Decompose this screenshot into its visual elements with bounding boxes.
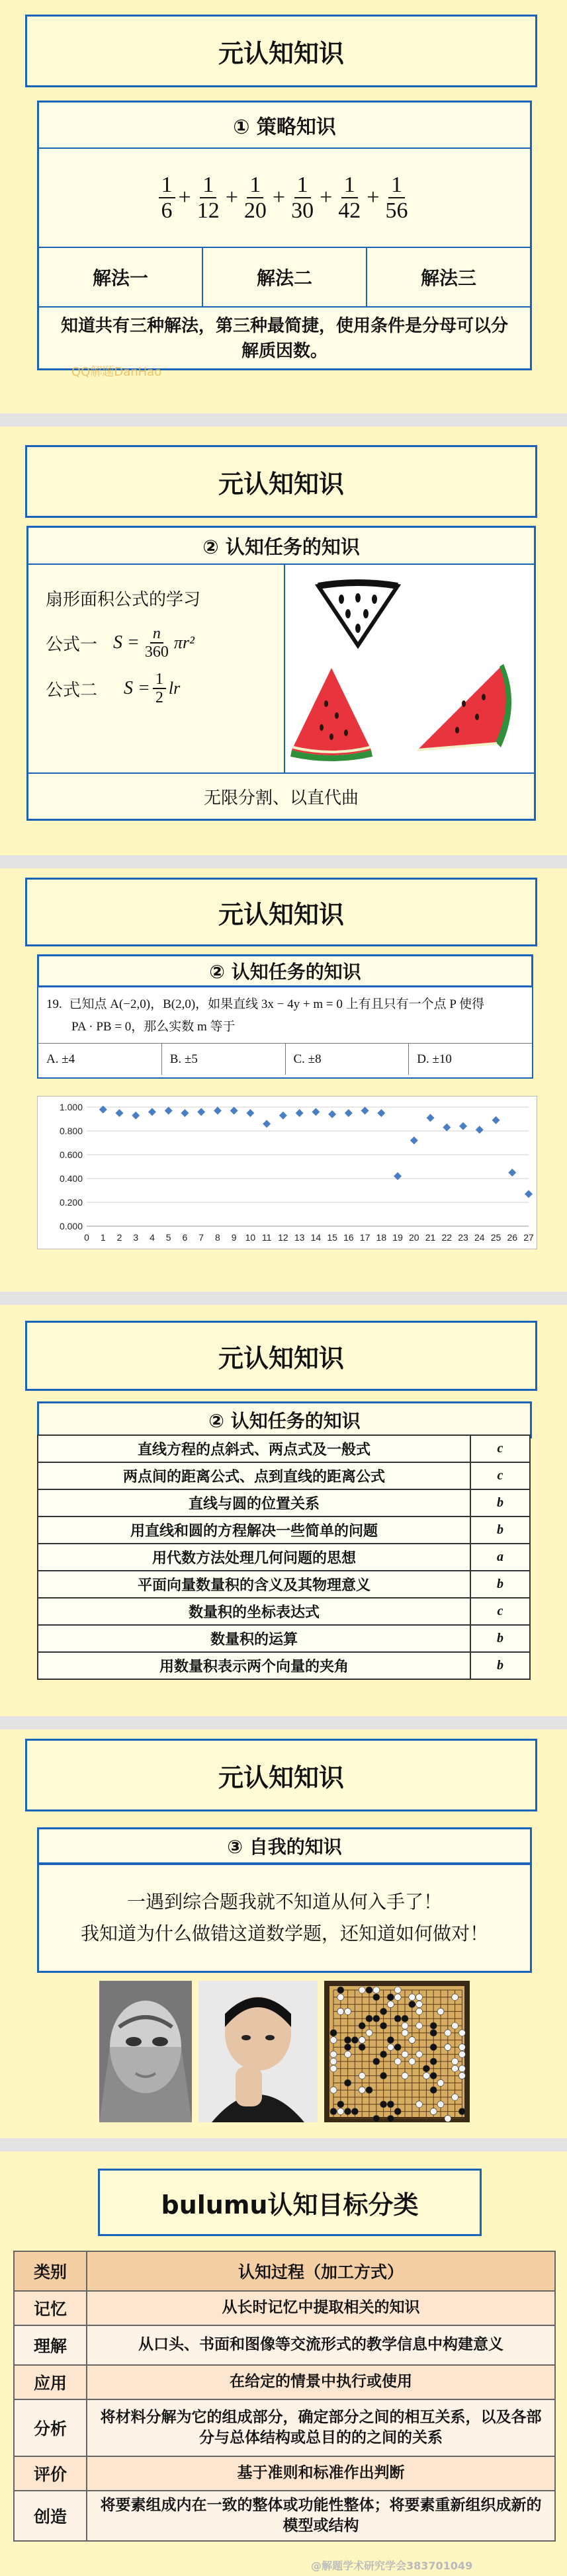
bloom-category: 记忆 — [14, 2291, 87, 2325]
denominator: 42 — [338, 198, 361, 223]
bloom-row — [14, 2365, 555, 2399]
learning-topic: 扇形面积公式的学习 — [46, 590, 201, 610]
fraction-term — [241, 173, 269, 224]
x-tick-label: 11 — [261, 1232, 272, 1243]
formula-2: 公式二 S = $\frac{1}{2}$ lr — [46, 670, 181, 707]
x-tick-label: 15 — [327, 1232, 337, 1243]
denominator: 56 — [385, 198, 408, 223]
knowledge-row — [38, 1598, 530, 1625]
watermelon-slice-icon — [285, 664, 378, 763]
difficulty-chart — [37, 1096, 537, 1249]
player-portrait-photo — [198, 1981, 318, 2122]
knowledge-level: c — [470, 1435, 530, 1462]
watermelon-wedge-icon — [404, 657, 523, 757]
knowledge-row — [38, 1462, 530, 1489]
x-tick-label: 20 — [409, 1232, 419, 1243]
slide-title: bulumu认知目标分类 — [98, 2169, 482, 2236]
bloom-row — [14, 2325, 555, 2365]
data-point — [508, 1169, 516, 1177]
data-point — [328, 1110, 336, 1118]
data-point — [165, 1106, 173, 1114]
plus-sign: + — [367, 185, 380, 210]
x-tick-label: 5 — [165, 1232, 171, 1243]
x-tick-label: 27 — [523, 1232, 534, 1243]
data-point — [427, 1114, 435, 1122]
knowledge-point: 直线与圆的位置关系 — [38, 1489, 470, 1517]
data-point — [312, 1108, 320, 1116]
knowledge-row — [38, 1435, 530, 1462]
y-tick-label: 0.400 — [59, 1173, 83, 1184]
go-board-photo — [324, 1981, 470, 2122]
knowledge-table — [37, 1434, 531, 1680]
numerator: 1 — [294, 173, 311, 198]
data-point — [246, 1109, 254, 1117]
x-tick-label: 25 — [490, 1232, 502, 1243]
denominator: 6 — [161, 198, 173, 223]
slide-title: 元认知知识 — [25, 878, 537, 946]
x-tick-label: 6 — [182, 1232, 188, 1243]
bloom-row — [14, 2291, 555, 2325]
option-b: B. ±5 — [162, 1044, 286, 1075]
x-tick-label: 26 — [507, 1232, 518, 1243]
x-tick-label: 14 — [310, 1232, 322, 1243]
numerator: 1 — [247, 173, 263, 198]
x-tick-label: 0 — [84, 1232, 89, 1243]
knowledge-point: 平面向量数量积的含义及其物理意义 — [38, 1571, 470, 1598]
denominator: 30 — [291, 198, 314, 223]
fraction-term — [288, 173, 316, 224]
data-point — [214, 1106, 222, 1114]
slide-title: 元认知知识 — [25, 445, 537, 518]
denominator: 12 — [196, 198, 220, 223]
statement-1: 一遇到综合题我就不知道从何入手了！ — [126, 1891, 442, 1913]
panel-subtitle: ② 认知任务的知识 — [37, 1401, 532, 1438]
knowledge-point: 用代数方法处理几何问题的思想 — [38, 1544, 470, 1571]
x-tick-label: 17 — [359, 1232, 371, 1243]
numerator: 1 — [200, 173, 216, 198]
exam-question — [37, 987, 533, 1079]
data-point — [230, 1106, 238, 1114]
x-tick-label: 24 — [474, 1232, 485, 1243]
data-point — [377, 1109, 385, 1117]
bloom-description: 基于准则和标准作出判断 — [87, 2456, 555, 2491]
plus-sign: + — [272, 185, 286, 210]
bloom-row — [14, 2456, 555, 2491]
data-point — [476, 1126, 484, 1134]
fraction-term — [159, 173, 175, 224]
knowledge-level: b — [470, 1489, 530, 1517]
panel-subtitle: ② 认知任务的知识 — [28, 528, 534, 565]
bloom-header-cell: 类别 — [14, 2251, 87, 2291]
methods-row — [39, 247, 530, 308]
data-point — [361, 1106, 369, 1114]
data-point — [279, 1112, 287, 1120]
knowledge-row — [38, 1625, 530, 1652]
formula-1-denominator: 360 — [144, 644, 169, 661]
slide-sector-formula — [0, 427, 567, 855]
knowledge-level: b — [470, 1652, 530, 1679]
knowledge-level: b — [470, 1571, 530, 1598]
y-tick-label: 0.600 — [59, 1149, 83, 1160]
knowledge-point: 直线方程的点斜式、两点式及一般式 — [38, 1435, 470, 1462]
data-point — [99, 1106, 107, 1114]
task-panel — [26, 526, 536, 821]
x-tick-label: 10 — [245, 1232, 256, 1243]
denominator: 20 — [243, 198, 267, 223]
bloom-category: 创造 — [14, 2491, 87, 2541]
bloom-row — [14, 2399, 555, 2456]
x-tick-label: 13 — [294, 1232, 305, 1243]
formula-2-denominator: 2 — [155, 689, 163, 707]
formula-area — [28, 565, 285, 772]
watermelon-images — [285, 565, 534, 772]
question-number: 19. — [46, 997, 62, 1011]
bloom-description: 将材料分解为它的组成部分，确定部分之间的相互关系，以及各部分与总体结构或总目的的之间的关系 — [87, 2399, 555, 2456]
panel-subtitle: ② 认知任务的知识 — [37, 954, 533, 987]
strategy-panel — [37, 101, 532, 370]
option-c: C. ±8 — [286, 1044, 410, 1075]
data-point — [443, 1124, 451, 1132]
method-summary: 无限分割、以直代曲 — [203, 788, 359, 808]
bloom-table — [13, 2251, 556, 2542]
method-3: 解法三 — [420, 267, 476, 289]
watermark: QQ解题DanHao — [71, 365, 162, 379]
bloom-description: 从口头、书面和图像等交流形式的教学信息中构建意义 — [87, 2325, 555, 2365]
formula-2-label: 公式二 — [46, 680, 98, 700]
y-tick-label: 0.800 — [59, 1126, 83, 1136]
question-options — [38, 1043, 532, 1075]
data-point — [459, 1122, 467, 1130]
slide-title: 元认知知识 — [25, 15, 537, 87]
bloom-header-cell: 认知过程（加工方式） — [87, 2251, 555, 2291]
watermelon-slice-outline-icon — [312, 573, 404, 652]
bloom-description: 从长时记忆中提取相关的知识 — [87, 2291, 555, 2325]
x-tick-label: 12 — [278, 1232, 288, 1243]
strategy-note: 知道共有三种解法，第三种最简捷，使用条件是分母可以分解质因数。 — [60, 316, 508, 361]
plus-sign: + — [178, 185, 191, 210]
fraction-term — [195, 173, 222, 224]
x-tick-label: 1 — [100, 1232, 106, 1243]
data-point — [394, 1172, 402, 1180]
option-a: A. ±4 — [38, 1044, 162, 1075]
data-point — [197, 1108, 205, 1116]
knowledge-level: b — [470, 1517, 530, 1544]
y-tick-label: 0.000 — [59, 1221, 83, 1231]
x-tick-label: 9 — [231, 1232, 237, 1243]
formula-2-numerator: 1 — [153, 671, 166, 689]
formula-1-numerator: n — [150, 625, 163, 644]
panel-subtitle: ① 策略知识 — [39, 103, 530, 149]
knowledge-row — [38, 1489, 530, 1517]
x-tick-label: 19 — [392, 1232, 403, 1243]
numerator: 1 — [388, 173, 405, 198]
data-point — [492, 1116, 500, 1124]
fraction-term — [382, 173, 410, 224]
knowledge-row — [38, 1652, 530, 1679]
y-tick-label: 1.000 — [59, 1102, 83, 1112]
formula-1: 公式一 S = $\frac{n}{360}$ πr² — [46, 625, 195, 661]
plus-sign: + — [225, 185, 238, 210]
x-tick-label: 18 — [376, 1232, 387, 1243]
x-tick-label: 4 — [150, 1232, 155, 1243]
fraction-term — [335, 173, 363, 224]
data-point — [345, 1109, 353, 1117]
bloom-category: 应用 — [14, 2365, 87, 2399]
knowledge-level: c — [470, 1598, 530, 1625]
question-line-1: 已知点 A(−2,0)，B(2,0)，如果直线 3x − 4y + m = 0 上有且只有一个点 P 使得 — [69, 997, 484, 1011]
slide-strategy-knowledge — [0, 0, 567, 413]
slide-title: 元认知知识 — [25, 1739, 537, 1811]
bloom-category: 评价 — [14, 2456, 87, 2491]
knowledge-point: 用直线和圆的方程解决一些简单的问题 — [38, 1517, 470, 1544]
numerator: 1 — [341, 173, 358, 198]
x-tick-label: 2 — [116, 1232, 122, 1243]
bloom-category: 理解 — [14, 2325, 87, 2365]
method-1: 解法一 — [39, 248, 203, 306]
data-point — [525, 1190, 533, 1198]
knowledge-level: c — [470, 1462, 530, 1489]
robot-face-illustration — [99, 1981, 192, 2122]
slide-knowledge-levels — [0, 1305, 567, 1716]
option-d: D. ±10 — [417, 1052, 452, 1066]
slide-difficulty-chart — [0, 868, 567, 1292]
knowledge-level: a — [470, 1544, 530, 1571]
data-point — [263, 1120, 271, 1128]
bloom-description: 将要素组成内在一致的整体或功能性整体；将要素重新组织成新的模型或结构 — [87, 2491, 555, 2541]
self-knowledge-panel — [37, 1863, 532, 1973]
bloom-description: 在给定的情景中执行或使用 — [87, 2365, 555, 2399]
plus-sign: + — [320, 185, 333, 210]
watermark: @解题学术研究学会383701049 — [311, 2559, 473, 2572]
method-2: 解法二 — [203, 248, 367, 306]
knowledge-row — [38, 1517, 530, 1544]
x-tick-label: 3 — [133, 1232, 139, 1243]
knowledge-row — [38, 1571, 530, 1598]
slide-title: 元认知知识 — [25, 1321, 537, 1391]
formula-1-label: 公式一 — [46, 634, 98, 655]
statement-2: 我知道为什么做错这道数学题，还知道如何做对！ — [80, 1923, 488, 1944]
slide-bloom-taxonomy — [0, 2151, 567, 2576]
formula-2-rest: lr — [168, 679, 181, 698]
y-tick-label: 0.200 — [59, 1197, 83, 1208]
numerator: 1 — [159, 173, 175, 198]
data-point — [132, 1112, 140, 1120]
x-tick-label: 8 — [215, 1232, 220, 1243]
x-tick-label: 23 — [458, 1232, 468, 1243]
formula-1-rest: πr² — [173, 633, 195, 653]
photos — [99, 1981, 470, 2122]
fraction-sum — [39, 149, 530, 247]
knowledge-point: 数量积的坐标表达式 — [38, 1598, 470, 1625]
knowledge-level: b — [470, 1625, 530, 1652]
x-tick-label: 21 — [425, 1232, 436, 1243]
x-tick-label: 22 — [441, 1232, 453, 1243]
knowledge-point: 用数量积表示两个向量的夹角 — [38, 1652, 470, 1679]
bloom-category: 分析 — [14, 2399, 87, 2456]
bloom-row — [14, 2491, 555, 2541]
data-point — [148, 1108, 156, 1116]
data-point — [181, 1109, 189, 1117]
data-point — [115, 1109, 123, 1117]
x-tick-label: 7 — [198, 1232, 204, 1243]
slide-self-knowledge — [0, 1729, 567, 2138]
bloom-header-row — [14, 2251, 555, 2291]
knowledge-point: 两点间的距离公式、点到直线的距离公式 — [38, 1462, 470, 1489]
knowledge-point: 数量积的运算 — [38, 1625, 470, 1652]
x-tick-label: 16 — [343, 1232, 354, 1243]
panel-subtitle: ③ 自我的知识 — [37, 1827, 532, 1864]
question-line-2: PA · PB = 0，那么实数 m 等于 — [71, 1020, 236, 1034]
knowledge-row — [38, 1544, 530, 1571]
data-point — [410, 1136, 418, 1144]
data-point — [296, 1109, 304, 1117]
